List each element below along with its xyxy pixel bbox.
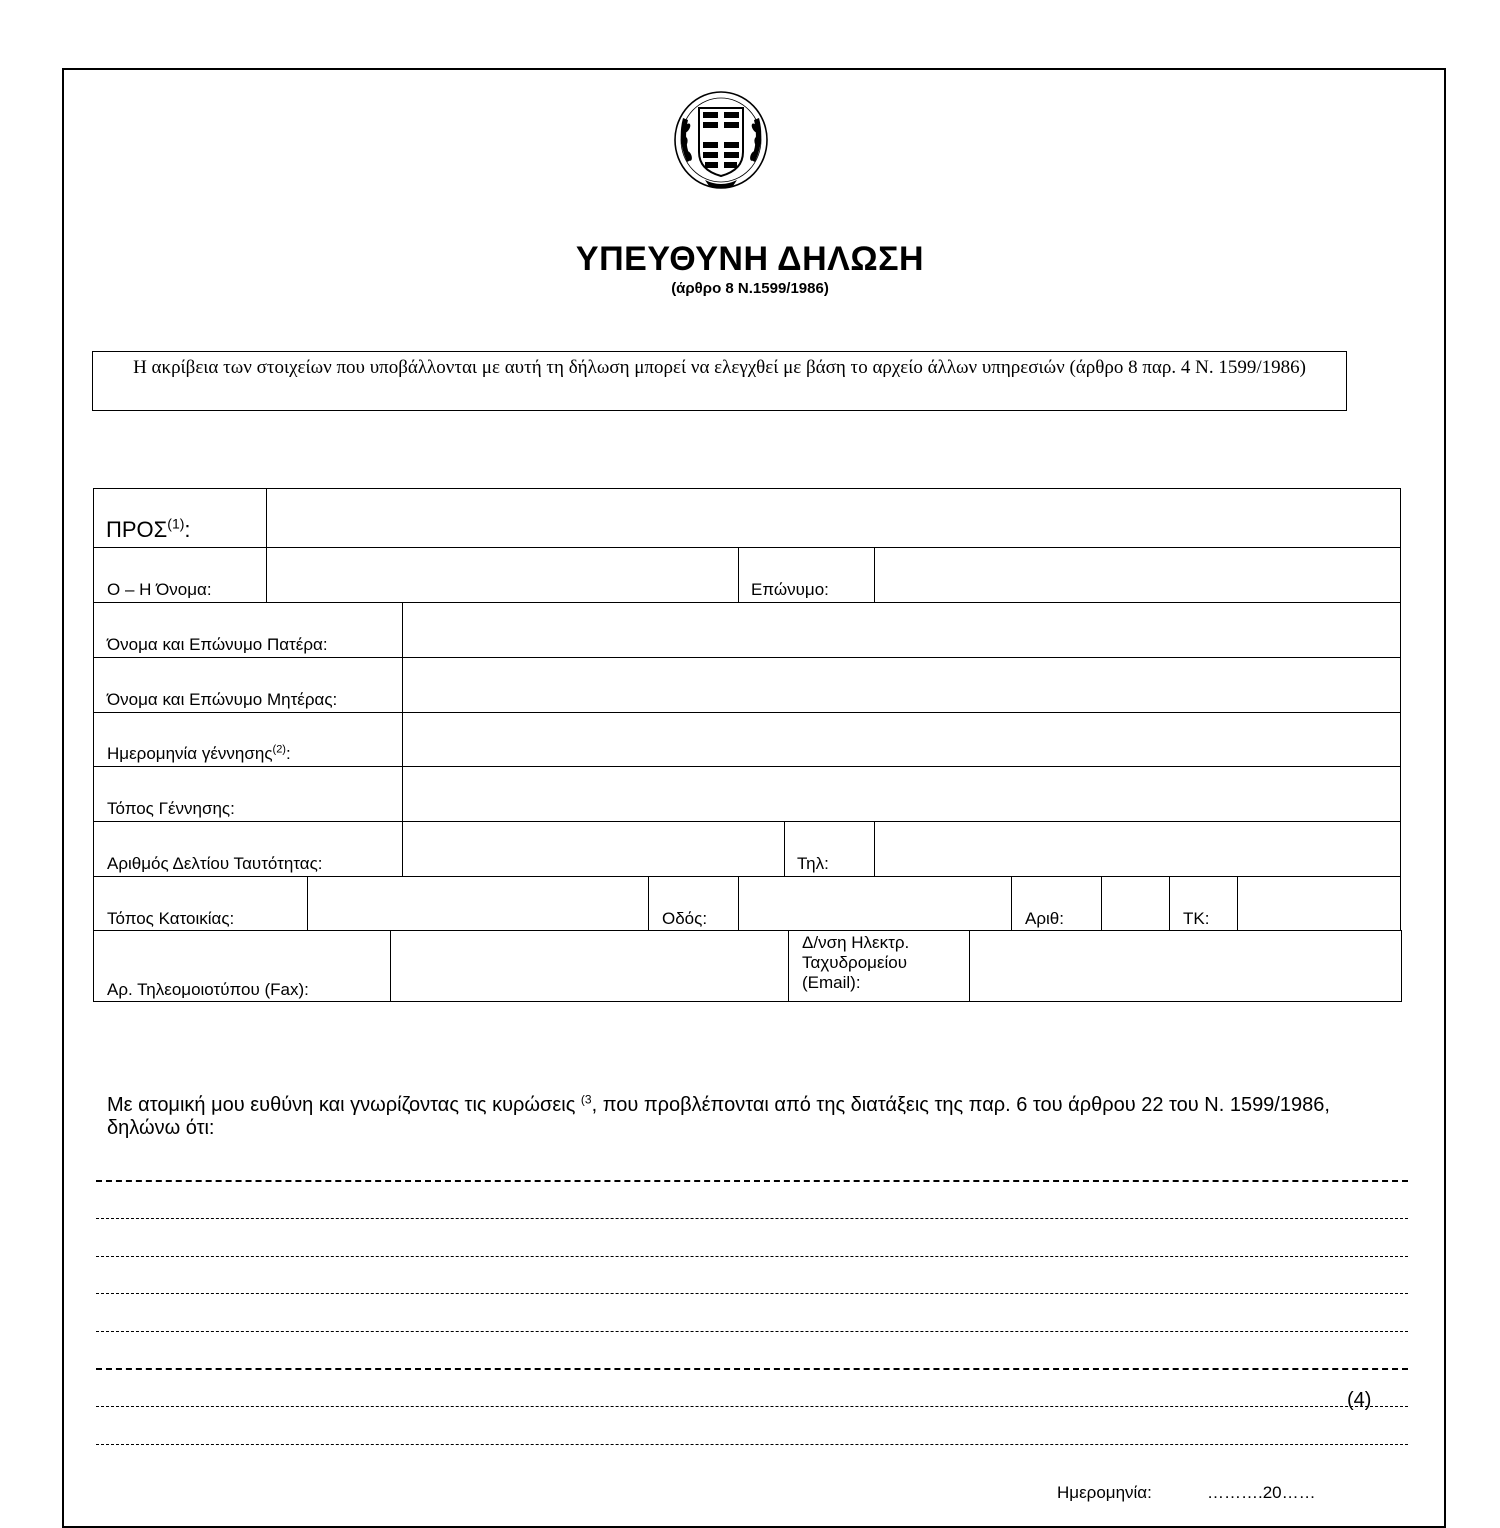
father-name-label: Όνομα και Επώνυμο Πατέρα: <box>107 635 328 654</box>
statement-text: Με ατομική μου ευθύνη και γνωρίζοντας τις κυρώσεις $^{(3}$, που προβλέπονται από της διατάξεις της παρ. 6 του άρθρου 22 του Ν. 1599/1986, δηλώνω ότι: <box>107 1092 1330 1139</box>
fax-field[interactable] <box>391 931 788 1001</box>
declaration-line[interactable] <box>96 1256 1408 1257</box>
postcode-label: ΤΚ: <box>1183 909 1210 928</box>
birth-place-field[interactable] <box>403 767 1400 821</box>
verification-notice: Η ακρίβεια των στοιχείων που υποβάλλονται με αυτή τη δήλωση μπορεί να ελεγχθεί με βάση το αρχείο άλλων υπηρεσιών (άρθρο 8 παρ. 4 Ν. 1599/1986) <box>92 351 1347 411</box>
document-subtitle: (άρθρο 8 Ν.1599/1986) <box>671 280 829 297</box>
birth-place-label: Τόπος Γέννησης: <box>107 799 235 818</box>
surname-label: Επώνυμο: <box>751 580 829 599</box>
street-number-label: Αριθ: <box>1025 909 1064 928</box>
postcode-field[interactable] <box>1238 877 1400 930</box>
declaration-line[interactable] <box>96 1444 1408 1445</box>
residence-label: Τόπος Κατοικίας: <box>107 909 235 928</box>
declaration-line[interactable] <box>96 1368 1408 1370</box>
footnote-marker: (4) <box>1347 1389 1372 1411</box>
declaration-line[interactable] <box>96 1218 1408 1219</box>
declaration-line[interactable] <box>96 1406 1408 1407</box>
declaration-line[interactable] <box>96 1331 1408 1332</box>
fax-label: Αρ. Τηλεομοιοτύπου (Fax): <box>107 980 309 999</box>
street-label: Οδός: <box>662 909 708 928</box>
date-value[interactable]: ……….20…… <box>1207 1483 1316 1502</box>
email-label: Δ/νση Ηλεκτρ. Ταχυδρομείου (Email): <box>802 933 910 992</box>
birth-date-label: Ημερομηνία γέννησης$^{(2)}$: <box>107 743 291 763</box>
recipient-field[interactable] <box>267 489 1400 547</box>
residence-field[interactable] <box>308 877 648 930</box>
street-field[interactable] <box>739 877 1011 930</box>
phone-field[interactable] <box>875 822 1400 876</box>
birth-date-field[interactable] <box>403 713 1400 766</box>
declaration-line[interactable] <box>96 1293 1408 1294</box>
document-title: ΥΠΕΥΘΥΝΗ ΔΗΛΩΣΗ <box>575 240 925 278</box>
recipient-label: ΠΡΟΣ$^{(1)}$: <box>106 515 191 542</box>
email-field[interactable] <box>970 931 1401 1001</box>
id-number-label: Αριθμός Δελτίου Ταυτότητας: <box>107 854 323 873</box>
id-number-field[interactable] <box>403 822 784 876</box>
first-name-field[interactable] <box>267 548 738 602</box>
street-number-field[interactable] <box>1102 877 1169 930</box>
phone-label: Τηλ: <box>797 854 829 873</box>
surname-field[interactable] <box>875 548 1400 602</box>
mother-name-field[interactable] <box>403 658 1400 712</box>
father-name-field[interactable] <box>403 603 1400 657</box>
mother-name-label: Όνομα και Επώνυμο Μητέρας: <box>107 690 338 709</box>
declaration-line[interactable] <box>96 1180 1408 1182</box>
first-name-label: Ο – Η Όνομα: <box>107 580 212 599</box>
date-label: Ημερομηνία: <box>1057 1483 1152 1502</box>
